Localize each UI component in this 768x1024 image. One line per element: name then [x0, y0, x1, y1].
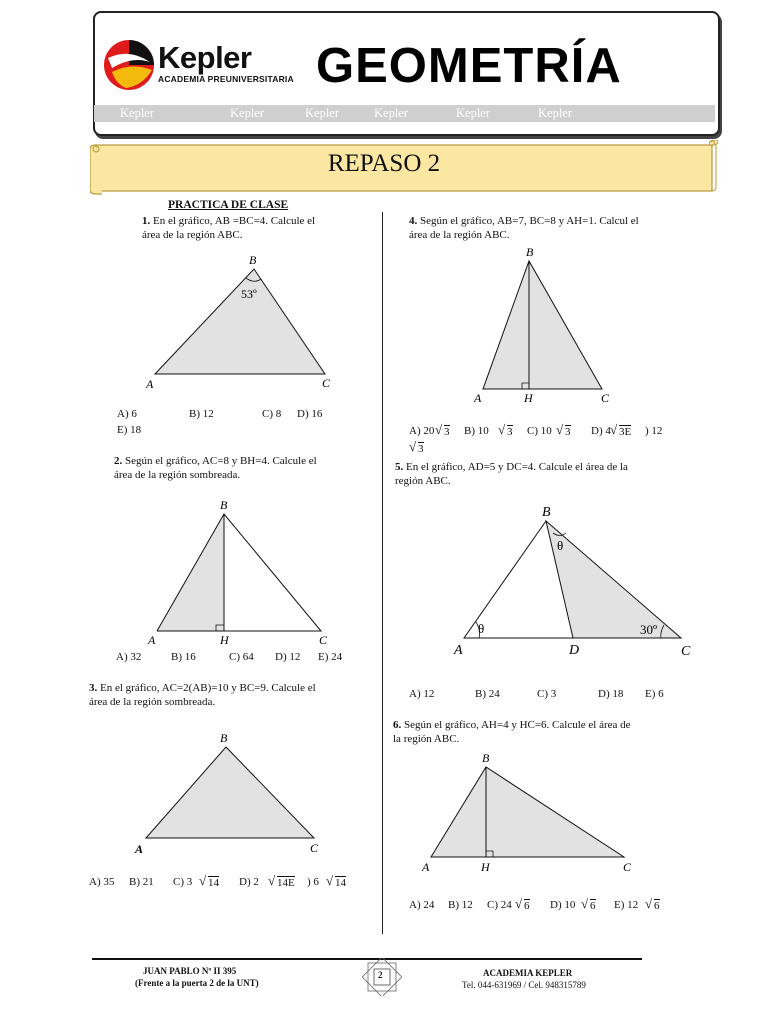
problem-4-figure — [468, 244, 618, 404]
problem-5-option: B) 24 — [475, 688, 500, 700]
problem-1-option: D) 16 — [297, 408, 323, 420]
label-c: C — [310, 841, 319, 855]
problem-6-option: D) 10 — [550, 899, 576, 911]
label-c: C — [319, 633, 328, 647]
footer-academy: ACADEMIA KEPLER — [483, 968, 573, 978]
page-title: GEOMETRÍA — [316, 39, 622, 93]
sqrt-icon: √ — [326, 873, 334, 888]
label-a: A — [135, 842, 144, 856]
problem-5-option: A) 12 — [409, 688, 435, 700]
label-c: C — [322, 376, 331, 390]
watermark-word: Kepler — [305, 106, 340, 120]
theta-a-label: θ — [478, 621, 485, 636]
kepler-logo-icon — [102, 38, 156, 92]
brand-subtitle: ACADEMIA PREUNIVERSITARIA — [158, 74, 294, 84]
problem-4-radicand: 3 — [507, 426, 513, 438]
label-b: B — [526, 245, 534, 259]
label-b: B — [220, 498, 228, 512]
problem-1-figure — [140, 250, 340, 395]
label-h: H — [524, 391, 533, 404]
problem-5-option: D) 18 — [598, 688, 624, 700]
problem-6-figure — [416, 748, 641, 878]
sqrt-icon: √ — [435, 422, 443, 437]
label-b: B — [220, 731, 228, 745]
problem-6-radicand: 6 — [590, 900, 596, 912]
problem-3-figure — [130, 728, 330, 858]
problem-6-text: 6. Según el gráfico, AH=4 y HC=6. Calcule el área de la región ABC. — [393, 719, 631, 745]
problem-3-radicand: 14 — [335, 877, 346, 889]
problem-4-option: C) 10 — [527, 425, 552, 437]
sqrt-icon: √ — [515, 896, 523, 911]
problem-4-option: ) 12 — [645, 425, 663, 437]
label-c: C — [681, 644, 691, 659]
problem-3-radicand: 14 — [208, 877, 219, 889]
problem-3-option: C) 3 — [173, 876, 193, 888]
problem-3-option: B) 21 — [129, 876, 154, 888]
label-a: A — [422, 860, 430, 874]
problem-3-option: ) 6 — [307, 876, 319, 888]
problem-1-option: E) 18 — [117, 424, 142, 436]
sqrt-icon: √ — [268, 873, 276, 888]
sqrt-icon: √ — [498, 422, 506, 437]
problem-3-option: D) 2 — [239, 876, 259, 888]
problem-2-option: A) 32 — [116, 651, 142, 663]
label-c: C — [601, 391, 610, 404]
sqrt-icon: √ — [581, 896, 589, 911]
problem-1-option: C) 8 — [262, 408, 282, 420]
problem-3-option: A) 35 — [89, 876, 115, 888]
angle-label: 53º — [241, 287, 257, 301]
problem-1-option: B) 12 — [189, 408, 214, 420]
watermark-word: Kepler — [538, 106, 573, 120]
problem-3-radicand: 14E — [277, 877, 295, 889]
watermark-word: Kepler — [456, 106, 491, 120]
footer-address-note: (Frente a la puerta 2 de la UNT) — [135, 978, 259, 988]
problem-4-option: B) 10 — [464, 425, 489, 437]
page-number: 2 — [378, 970, 383, 980]
label-a: A — [474, 391, 482, 404]
sqrt-icon: √ — [409, 439, 417, 454]
problem-4-option: A) 20 — [409, 425, 435, 437]
problem-6-radicand: 6 — [654, 900, 660, 912]
section-title: PRACTICA DE CLASE — [168, 199, 289, 211]
problem-2-figure — [140, 495, 340, 650]
angle-c-label: 30º — [640, 622, 658, 637]
problem-6-option: C) 24 — [487, 899, 512, 911]
label-b: B — [482, 751, 490, 765]
problem-1-text: 1. En el gráfico, AB =BC=4. Calcule el área de la región ABC. — [142, 215, 316, 241]
watermark-word: Kepler — [230, 106, 265, 120]
label-h: H — [481, 860, 490, 874]
theta-b-label: θ — [557, 538, 564, 553]
label-a: A — [146, 377, 154, 391]
problem-6-option: A) 24 — [409, 899, 435, 911]
problem-2-option: E) 24 — [318, 651, 343, 663]
column-divider — [382, 212, 383, 934]
problem-6-radicand: 6 — [524, 900, 530, 912]
problem-2-option: B) 16 — [171, 651, 196, 663]
problem-3-text: 3. En el gráfico, AC=2(AB)=10 y BC=9. Calcule el área de la región sombreada. — [89, 682, 316, 708]
brand-name: Kepler — [158, 40, 252, 75]
problem-4-option: D) 4 — [591, 425, 611, 437]
watermark-word: Kepler — [374, 106, 409, 120]
sqrt-icon: √ — [645, 896, 653, 911]
problem-1-option: A) 6 — [117, 408, 137, 420]
problem-2-text: 2. Según el gráfico, AC=8 y BH=4. Calcule el área de la región sombreada. — [114, 455, 317, 481]
problem-5-option: C) 3 — [537, 688, 557, 700]
banner-title: REPASO 2 — [327, 150, 441, 177]
footer-phone: Tel. 044-631969 / Cel. 948315789 — [462, 980, 586, 990]
sqrt-icon: √ — [199, 873, 207, 888]
problem-4-radicand: 3 — [565, 426, 571, 438]
problem-2-option: C) 64 — [229, 651, 254, 663]
label-a: A — [454, 643, 463, 658]
problem-5-text: 5. En el gráfico, AD=5 y DC=4. Calcule el área de la región ABC. — [395, 461, 628, 487]
problem-2-option: D) 12 — [275, 651, 301, 663]
watermark-word: Kepler — [120, 106, 155, 120]
problem-4-radicand: 3 — [418, 443, 424, 455]
label-c: C — [623, 860, 632, 874]
problem-4-radicand: 3 — [444, 426, 450, 438]
label-a: A — [148, 633, 156, 647]
footer-address: JUAN PABLO Nº II 395 — [143, 966, 237, 976]
label-b: B — [249, 253, 257, 267]
label-h: H — [220, 633, 229, 647]
problem-4-radicand: 3E — [619, 426, 632, 438]
problem-5-figure — [448, 500, 708, 662]
problem-4-text: 4. Según el gráfico, AB=7, BC=8 y AH=1. Calcul el área de la región ABC. — [409, 215, 639, 241]
label-d: D — [569, 643, 580, 658]
label-b: B — [542, 505, 551, 520]
sqrt-icon: √ — [556, 422, 564, 437]
problem-6-option: B) 12 — [448, 899, 473, 911]
problem-5-option: E) 6 — [645, 688, 664, 700]
problem-6-option: E) 12 — [614, 899, 639, 911]
sqrt-icon: √ — [610, 422, 618, 437]
